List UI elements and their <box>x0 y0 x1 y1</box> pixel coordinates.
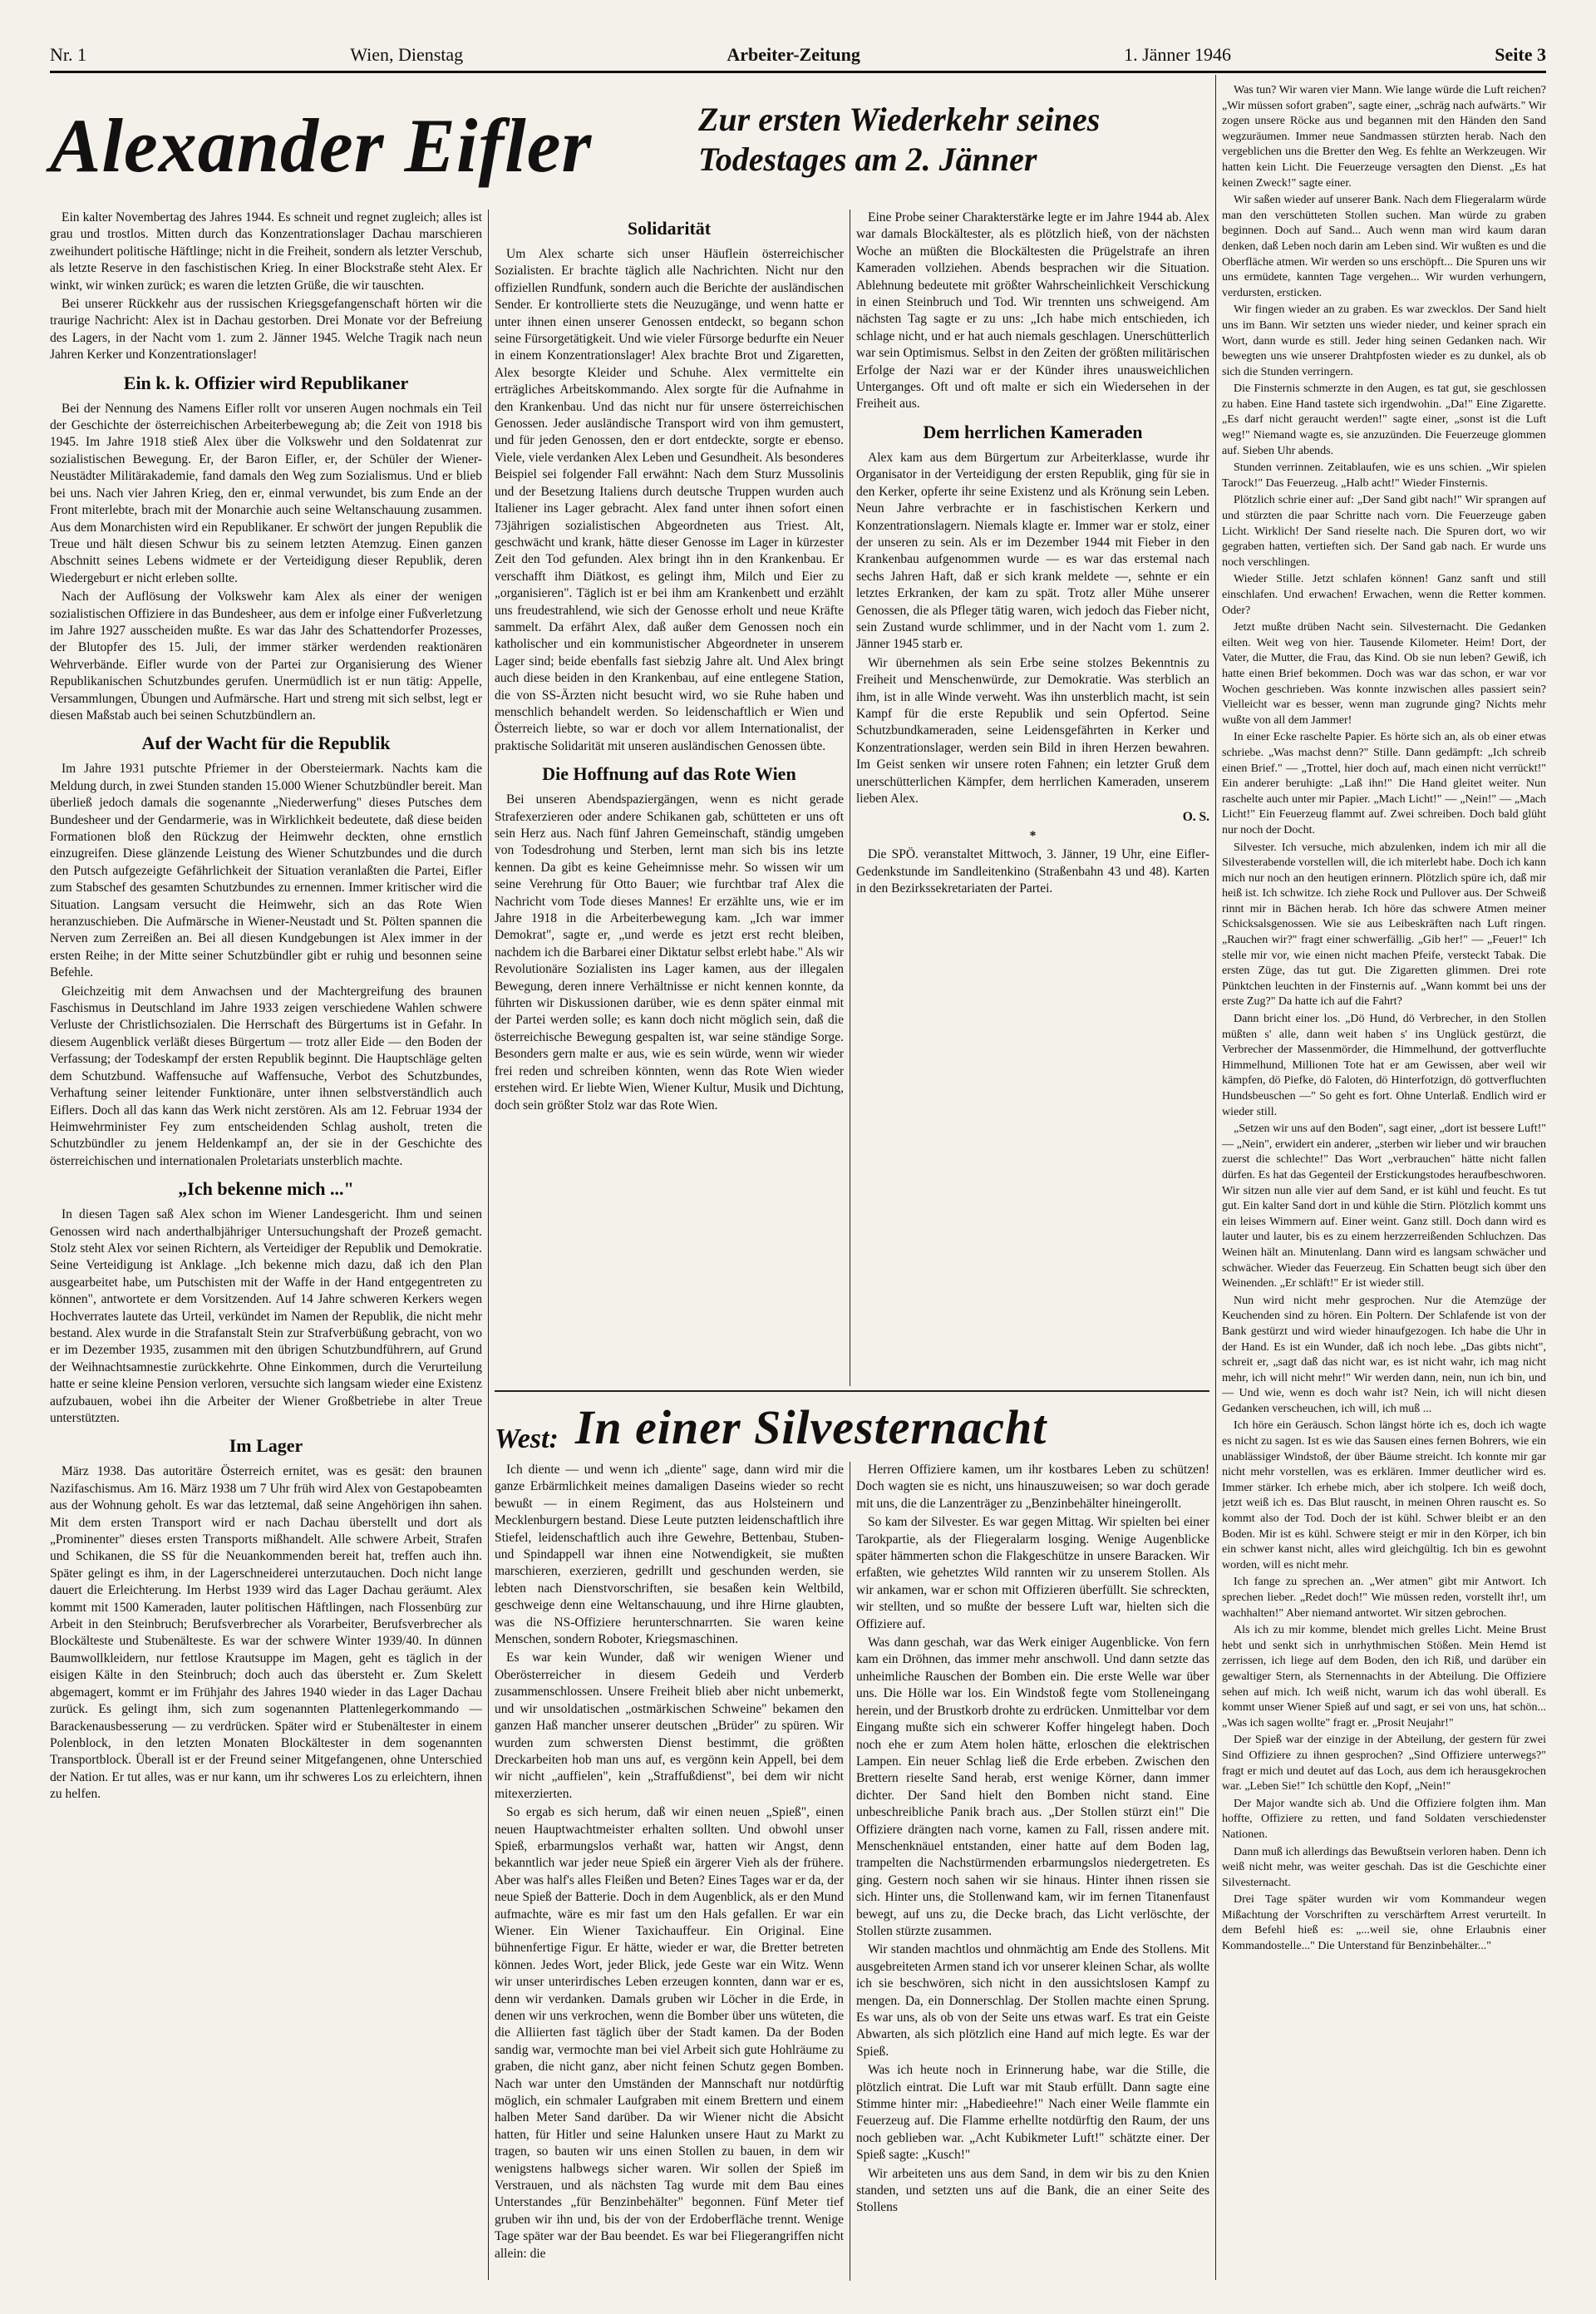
paragraph: In einer Ecke raschelte Papier. Es hörte sich an, als ob einer etwas schriebe. „Was machst denn?" Stille. Dann gedämpft: „Ich schreib einen Brief." — „Trottel, hier doch auf, mach einen nicht verrückt!" Ein anderer beruhigte: „Laß ihn!" Die Hand gleitet weiter. Nun raschelte auch unter mir Papier. „Mach Licht!" — „Nein!" — „Mach Licht!" Ein Feuerzeug flammt auf. Zwei schreiben. Doch bald glüht nur noch der Docht. <box>1222 731 1546 836</box>
paragraph: Stunden verrinnen. Zeitablaufen, wie es uns schien. „Wir spielen Tarock!" Das Feuerzeug. „Halb acht!" Wieder Finsternis. <box>1222 461 1546 490</box>
section-heading: Die Hoffnung auf das Rote Wien <box>542 763 796 785</box>
section-heading: Dem herrlichen Kameraden <box>923 421 1143 442</box>
paragraph: Wir fingen wieder an zu graben. Es war zwecklos. Der Sand hielt uns im Bann. Wir setzten uns wieder nieder, und keiner sprach ein Wort, dann wurde es still. Jeder hing seinen Gedanken nach. Wir bewegten uns wie unserer Drahtpfosten wieder es zu dunkel, als ob sich die Stunden verringern. <box>1222 303 1546 378</box>
paragraph: „Setzen wir uns auf den Boden", sagt einer, „dort ist bessere Luft!" — „Nein", erwidert ein anderer, „sterben wir lieber und wir brauchen zuerst die schlechte!" Das Wort „verbrauchen" hätte nicht fallen dürfen. Es hat das Gegenteil der Erstickungstodes heraufbeschworen. Wir sitzen nun alle vier auf dem Sand, er ist kühl und feucht. Es tut gut. Ein kalter Sand dort in und kühle die Stirn. Plötzlich kommt uns ein leises Wimmern auf. Einer weint. Ganz still. Doch dann wird es lauter und lauter, bis es zu einem herzzerreißenden Schluchzen. Das Weinen hält an. Minutenlang. Dann wird es langsam schwächer und schwächer. Wieder das Feuerzeug. Ein Schatten beugt sich über den Weinenden. „Er schläft!" Er ist wieder still. <box>1222 1122 1546 1290</box>
eifler-headline <box>50 83 1214 208</box>
paragraph: Was dann geschah, war das Werk einiger Augenblicke. Von fern kam ein Dröhnen, das immer mehr anschwoll. Und dann setzte das unheimliche Rauschen der Bomben ein. Die erste Welle war über uns. Die Hölle war los. Ein Windstoß fegte vom Stolleneingang herein, und der Brustkorb drohte zu erdrücken. Unmittelbar vor dem Eingang mußte sich ein schwerer Koffer hingelegt haben. Doch noch ehe er zum Atem holen hätte, erloschen die elektrischen Lampen. Ein neuer Schlag ließ die Erde erbeben. Zwischen den Brettern rieselte Sand herab, erst wenige Körner, dann immer dichter. Der Sand hielt den Bomben nicht stand. Eine unbeschreibliche Panik brach aus. „Der Stollen stürzt ein!" Die Offiziere drängten nach vorne, kamen zu Fall, rissen andere mit. Menschenknäuel entstanden, einer hatte auf dem Boden lag, trampelten die Nachstürmenden erbarmungslos niedergetreten. Es ging. Gestern noch sahen wir sie hinaus. Hinter ihnen rissen sie sich. Hinter uns, die Stollenwand kam, wir im fernen Titanenfaust bewegt, auf uns zu, die Decke brach, das Licht verlöschte, der Stollen stürzte zusammen. <box>856 1636 1209 1938</box>
section-heading: Ein k. k. Offizier wird Republikaner <box>123 372 409 393</box>
paragraph: Wir arbeiteten uns aus dem Sand, in dem wir bis zu den Knien standen, und setzten uns auf die Bank, die an einer Seite des Stollens <box>856 2166 1209 2215</box>
paragraph: Nach der Auflösung der Volkswehr kam Alex als einer der wenigen sozialistischen Offiziere in das Bundesheer, aus dem er infolge einer Fußverletzung im Jahre 1927 ausscheiden mußte. Es war das Jahr des Schattendorfer Prozesses, der Blutopfer des 15. Juli, der immer stärker werdenden reaktionären Wehrverbände. Eifler wurde von der Partei zur Organisierung des Wiener Republikanischen Schutzbundes gerufen. Unermüdlich ist er nun tätig: Appelle, Versammlungen, Übungen und Aufmärsche. Hart und streng mit sich selbst, legt er diesen Maßstab auch bei seinen Schutzbündlern an. <box>50 590 482 723</box>
paragraph: Um Alex scharte sich unser Häuflein österreichischer Sozialisten. Er brachte täglich alle Nachrichten. Nicht nur den offiziellen Rundfunk, sondern auch die Berichte der ausländischen Sender. Er kontrollierte stets die Neuzugänge, und wenn hatte er unter ihnen einen unserer Genossen entdeckt, so begann schon seine Fürsorgetätigkeit. Und wie vieler Fürsorge bedurfte ein Neuer in einem Konzentrationslager! Alex brachte Brot und Zigaretten, Alex besorgte Kleider und Schuhe. Alex vermittelte ein erträgliches Arbeitskommando. Alex sorgte für die Aufnahme in den Krankenbau. Und das nicht nur für unsere österreichischen Genossen. Jeder ausländische Transport wird von ihm gemustert, und für jeden Genossen, den er dort entdeckte, sorgte er ebenso. Viele, viele verdanken Alex Leben und Gesundheit. Als besonderes Beispiel sei folgender Fall erwähnt: Nach dem Sturz Mussolinis und der Besetzung Italiens durch deutsche Truppen wurden auch Italiener ins Lager gebracht. Alex fand unter ihnen sofort einen 73jährigen sozialistischen Abgeordneten aus Triest. Alt, geschwächt und krank, hätte dieser Genosse im Lager in kürzester Zeit den Tod gefunden. Alex bringt ihn in den Krankenbau. Er verschafft ihm Diätkost, es gelingt ihm, Milch und Eier zu „organisieren". Täglich ist er bei ihm am Krankenbett und erzählt uns freudestrahlend, wie sich der Genosse erholt und neue Kräfte sammelt. Da erfährt Alex, daß außer dem Genossen noch ein katholischer und ein kommunistischer Abgeordneter in unserem Lager sind; beide ebenfalls fast siebzig Jahre alt. Und Alex bringt auch diese beiden in den Krankenbau, auf eine entlegene Station, die von SS-Ärzten nicht besucht wird, wo sie Ruhe haben und menschlich behandelt werden. So leidenschaftlich er Wien und Österreich liebte, so war er doch vor allem Internationalist, der praktische Solidarität mit unseren ausländischen Genossen übte. <box>495 247 844 753</box>
section-heading: Im Lager <box>229 1435 303 1457</box>
silvester-headline <box>495 1397 1209 1455</box>
silvester-column-1 <box>495 1462 844 2281</box>
eifler-column-2 <box>495 210 844 1386</box>
paragraph: Nun wird nicht mehr gesprochen. Nur die Atemzüge der Keuchenden sind zu hören. Ein Poltern. Der Schlafende ist von der Bank gestürzt und wird wieder hinaufgezogen. Ich habe die Uhr in der Hand. Es ist ein Wunder, daß ich noch lebe. „Das gibts nicht", schreit er, „sagt daß das nicht war, es ist nicht wahr, ich mag nicht mehr, ich will nicht mehr!" Wir werden dann, nein, nun ich bin, und — Und wie, wenn es doch wahr ist? Nein, ich will nicht diesen Gedanken verscheuchen, ich will, ich muß ... <box>1222 1294 1546 1415</box>
paragraph: Es war kein Wunder, daß wir wenigen Wiener und Oberösterreicher in diesem Gedeih und Verderb zusammenschlossen. Unsere Freiheit blieb aber nicht unbemerkt, und wir unsoldatischen „ostmärkischen Schweine" bekamen den ganzen Haß mancher unserer deutschen „Brüder" zu spüren. Wir wurden zum schwersten Dienst bestimmt, die größten Dreckarbeiten hob man uns auf, es vergönn kein Appell, bei dem wir nicht „auffielen", kein „Straffußdienst", bei dem wir nicht mitexerzierten. <box>495 1650 844 1801</box>
paragraph: So ergab es sich herum, daß wir einen neuen „Spieß", einen neuen Hauptwachtmeister erhalten sollten. Und obwohl unser Spieß, erbarmungslos verhaßt war, hatten wir Angst, denn bekanntlich war jeder neue Spieß ein ärgerer Vieh als der frühere. Aber was half's alles Fleißen und Beten? Eines Tages war er da, der neue Spieß der Batterie. Doch in dem Augenblick, als er den Mund aufmachte, wäre es mir fast um den Hals gefallen. Er war ein Wiener. Ein Wiener Taxichauffeur. Ein Original. Eine bühnenfertige Figur. Er hätte, wieder er war, die Bretter betreten können. Jedes Wort, jeder Blick, jede Geste war ein Witz. Wenn wir unser unterirdisches Leben erzeugen konnten, dann war er es, denn wir verdanken. Damals gruben wir Löcher in die Erde, in denen wir uns verkrochen, wenn die Bomber über uns wüteten, die die Alliierten fast täglich über der Stadt kamen. Da der Boden sandig war, vermochte man bei viel Arbeit sich gute Hohlräume zu graben, die nicht ganz, aber nicht feinen Schutz gegen Bomben. Nach war unter den Umständen der Mannschaft nur notdürftig möglich, ein schmaler Laufgraben mit einem Brettern und einem halben Meter Sand darüber. Da wir Wiener nicht die Absicht hatten, für Hitler und seine Halunken unsere Haut zu Markt zu tragen, so bauten wir uns einen Stollen zu bauen, in dem wir wenigstens halbwegs sicher waren. Wir sollen der Spieß im Verstrauen, und als nächsten Tag wurde mit dem Bau eines Unterstandes „für Benzinbehälter" begonnen. Fünf Meter tief gruben wir ihn und, bis der von der Erdoberfläche trennt. Wenige Tage später war der Bau beendet. Es war bei Fliegerangriffen nicht allein: die <box>495 1805 844 2261</box>
paragraph: Wir übernehmen als sein Erbe seine stolzes Bekenntnis zu Freiheit und Menschenwürde, zur Demokratie. Was sterblich an ihm, ist in alle Winde verweht. Was ihn unsterblich macht, ist sein Kampf für die erste Republik und sein Opfertod. Seine Schutzbundkameraden, seine Leidensgefährten in Kerker und Konzentrationslager, werden sein Bild in ihren Herzen bewahren. Im Geist senken wir unsere roten Fahnen; ein letzter Gruß dem unerschütterlichen Kämpfer, dem herrlichen Kameraden, unserem lieben Alex. <box>856 655 1209 806</box>
paragraph: Wir saßen wieder auf unserer Bank. Nach dem Fliegeralarm würde man den verschütteten Stollen suchen. Man würde zu graben beginnen. Doch auf Sand... Auch wenn man wird kaum daran denken, daß Leben noch darin am Leben sind. Wir wußten es und die Oberfläche atmen. Wir werden so uns erschöpft... Die Spuren uns wir uns ermüdete, kannten Tage vergehen... Wir wurden verhungern, verdursten, ersticken. <box>1222 194 1546 299</box>
paragraph: Alex kam aus dem Bürgertum zur Arbeiterklasse, wurde ihr Organisator in der Verteidigung der ersten Republik, ging für sie in den Kerker, opferte ihr seine Existenz und als Krönung sein Leben. Neun Jahre verbrachte er in faschistischen Kerkern und Konzentrationslagern. Niemals klagte er. Immer war er stolz, einer der unseren zu sein. Als er im Dezember 1944 mit Fieber in den Krankenbau aufgenommen wurde — es war das erstemal nach sechs Jahren Haft, daß er sich krank meldete —, sehnte er ein letztes Erkranken, der kam zu spät. Trotz aller Mühe unserer Genossen, die als Pfleger tätig waren, wich jedoch das Fieber nicht, sein Zustand wurde schlimmer, und in der Nacht vom 1. zum 2. Jänner 1945 starb er. <box>856 450 1209 652</box>
paragraph: Gleichzeitig mit dem Anwachsen und der Machtergreifung des braunen Faschismus in Deutschland im Jahre 1933 zeigen verschiedene Wahlen schwere Verluste der Christlichsozialen. Die Herrschaft des Bürgertums ist in Gefahr. In diesem Augenblick verläßt dieses Bürgertum — trotz aller Eide — den Boden der Verfassung; der Todeskampf der ersten Republik beginnt. Die Hauptschläge gelten dem Schutzbund. Waffensuche auf Waffensuche, Verbot des Schutzbundes, Verhaftung seiner leitender Funktionäre, unter ihnen selbstverständlich auch Eiflers. Doch all das kann das Werk nicht zerstören. Als am 12. Februar 1934 der Heimwehrminister Fey zum entscheidenden Schlag ausholt, treten die Schutzbündler zu jenem Heldenkampf an, der sie in der Geschichte des österreichischen und internationalen Proletariats unsterblich machte. <box>50 984 482 1168</box>
page-number: Seite 3 <box>1495 44 1546 65</box>
section-heading: „Ich bekenne mich ..." <box>178 1178 354 1200</box>
paragraph: Plötzlich schrie einer auf: „Der Sand gibt nach!" Wir sprangen auf und stürzten die paar Schritte nach vorn. Die Feuerzeuge gaben Licht. Wirklich! Der Sand rieselte nach. Die Spuren dort, wo wir gegraben hatten, vertieften sich. Der Sand gab nach. Er wurde uns noch verschlingen. <box>1222 494 1546 569</box>
silvester-column-2 <box>856 1462 1209 2281</box>
paragraph: Herren Offiziere kamen, um ihr kostbares Leben zu schützen! Doch wagten sie es nicht, uns hinauszuweisen; so war doch gerade mit uns, die die Lanzenträger zu „Benzinbehälter hineingerollt. <box>856 1463 1209 1511</box>
subtitle-line-1: Zur ersten Wiederkehr seines <box>698 101 1101 138</box>
paragraph: Ich diente — und wenn ich „diente" sage, dann wird mir die ganze Erbärmlichkeit meines damaligen Daseins wieder so recht bewußt — in einem Regiment, das aus Holsteinern und Mecklenburgern bestand. Diese Leute putzten leidenschaftlich ihre Stiefel, leidenschaftlich auch ihre Gewehre, Bettenbau, Stuben- und Spindappell war ihnen eine Notwendigkeit, sie mußten marschieren, exerzieren, gedrillt und geschunden werden, sie lebten nach Dienstvorschriften, sie besaßen kein Weltbild, geschweige denn eine Weltanschauung, und ihre Hirne glaubten, was die NS-Offiziere herunterschnarrten. Sie waren keine Menschen, sondern Roboter, Kriegsmaschinen. <box>495 1463 844 1647</box>
separator-star: * <box>1029 828 1037 843</box>
paragraph: Bei der Nennung des Namens Eifler rollt vor unseren Augen nochmals ein Teil der Geschichte der österreichischen Arbeiterbewegung ab; die Zeit von 1918 bis 1945. Im Jahre 1918 stieß Alex über die Volkswehr und den Soldatenrat zur sozialistischen Bewegung. Er, der Baron Eifler, er, der Schüler der Wiener-Neustädter Militärakademie, fand damals den Weg zum Sozialismus. Und er blieb bei uns. Nach vier Jahren Krieg, den er, einmal verwundet, bis zum Ende an der Front miterlebte, brach mit der Monarchie auch seine Weltanschauung zusammen. Aus dem Monarchisten wird ein Republikaner. Er schwört der jungen Republik die Treue und hält diesen Schwur bis zu seinem letzten Atemzug. Einen ganzen Abschnitt seines Lebens widmete er der Verteidigung dieser Republik, deren Wiedergeburt er nicht erleben sollte. <box>50 401 482 585</box>
newspaper-name: Arbeiter-Zeitung <box>727 44 860 65</box>
paragraph: Wir standen machtlos und ohnmächtig am Ende des Stollens. Mit ausgebreiteten Armen stand ich vor unserer kleinen Schar, als wollte ich sie beschwören, sich nicht in den aussichtslosen Kampf zu mengen. Da, ein Donnerschlag. Der Stollen machte einen Sprung. Es war uns, als ob von der Seite uns etwas warf. Es trat ein Geiste Abwarten, als sich plötzlich eine Hand auf mich legte. Es war der Spieß. <box>856 1942 1209 2059</box>
paragraph: Bei unseren Abendspaziergängen, wenn es nicht gerade Strafexerzieren oder andere Schikanen gab, schütteten er uns oft sein Herz aus. Nach fünf Jahren Gemeinschaft, ständig umgeben von Todesdrohung und Sterben, lernt man sich bis ins letzte kennen. Da gibt es keine Geheimnisse mehr. So wissen wir um seine Verehrung für Otto Bauer; wie furchtbar traf Alex die Nachricht vom Tode dieses Mannes! Er erzählte uns, wie er im Jahre 1918 in die Arbeiterbewegung kam. „Ich war immer Demokrat", sagte er, „und werde es jetzt erst recht bleiben, nachdem ich die Barbarei einer Diktatur selbst erlebt habe." Als wir Revolutionäre Sozialisten ins Lager kamen, aus der illegalen Bewegung, deren innere Verhältnisse er nicht kennen konnte, da führten wir Diskussionen darüber, wie es denn später einmal mit der Partei werden solle; es kann doch nicht möglich sein, daß die österreichische Bewegung gespalten ist, war seine ständige Sorge. Besonders gern malte er aus, wie es sein würde, wenn wir wieder frei reden und schreiben könnten, wenn das Rote Wien wieder erstehen wird. Er liebte Wien, Wiener Kultur, Musik und Dichtung, doch sein größter Stolz war das Rote Wien. <box>495 792 844 1113</box>
paragraph: Ein kalter Novembertag des Jahres 1944. Es schneit und regnet zugleich; alles ist grau und trostlos. Mitten durch das Konzentrationslager Dachau marschieren zweihundert politische Häftlinge; nicht in die Freiheit, sondern als letzter Verschub, als letzte Reserve in den faschistischen Krieg. In einer Blockstraße steht Alex. Er winkt, wir winken zurück; es waren die letzten Grüße, die wir tauschten. <box>50 210 482 293</box>
issue-number: Nr. 1 <box>50 44 86 65</box>
headline-title: Alexander Eifler <box>50 103 593 188</box>
paragraph: Der Spieß war der einzige in der Abteilung, der gestern für zwei Sind Offiziere zu ihnen gesprochen? „Sind Offiziere unterwegs?" fragt er mich und deutet auf das Loch, aus dem ich herausgekrochen war. „Leben Sie!" Ich schüttle den Kopf, „Nein!" <box>1222 1734 1546 1793</box>
paragraph: Ich fange zu sprechen an. „Wer atmen" gibt mir Antwort. Ich sprechen lieber. „Redet doch!" Wie müssen reden, vorstellt ihr!, um wachhalten!" Aber niemand antwortet. Wir sitzen gebrochen. <box>1222 1576 1546 1620</box>
paragraph: Was ich heute noch in Erinnerung habe, war die Stille, die plötzlich eintrat. Die Luft war mit Staub erfüllt. Dann sagte eine Stimme hinter mir: „Habedieehre!" Nach einer Weile flammte ein Feuerzeug auf. Die Flamme erhellte notdürftig den Raum, der uns noch geblieben war. „Acht Kubikmeter Luft!" schätzte einer. Der Spieß sagte: „Kusch!" <box>856 2063 1209 2163</box>
column-rule <box>488 210 489 2280</box>
paragraph: Im Jahre 1931 putschte Pfriemer in der Obersteiermark. Nachts kam die Meldung durch, in zwei Stunden standen 15.000 Wiener Schutzbündler bereit. Man überließ jedoch damals die sogenannte „Niederwerfung" dieses Putsches dem Bundesheer und der Gendarmerie, was in Wirklichkeit bedeutete, daß diese beiden Formationen bloß den Rückzug der Heimwehr deckten, ohne ernstlich einzugreifen. Diese glänzende Leistung des Wiener Schutzbundes und die durch den Putsch aufgezeigte Gefährlichkeit der Situation veranlaßten die Partei, Eifler zum Stabschef des gesamten Schutzbundes zu ernennen. Immer kritischer wird die Situation. Langsam versucht die Heimwehr, sich an das Rote Wien heranzuschieben. Die Aufmärsche in Wiener-Neustadt und St. Pölten spannen die Nerven zum Zerreißen an. Bei all diesen Kundgebungen ist Alex immer in der ersten Reihe; in der Mitte seiner Schutzbündler gibt er ruhig und besonnen seine Befehle. <box>50 762 482 980</box>
paragraph: So kam der Silvester. Es war gegen Mittag. Wir spielten bei einer Tarokpartie, als der Fliegeralarm losging. Wenige Augenblicke später hämmerten schon die Flakgeschütze in unsere Baracken. Wir erfaßten, wie gehetztes Wild rannten wir zu unserem Stollen. Als wir ankamen, war er schon mit Offizieren überfüllt. Sie schreckten, wir stellten, und so mußte der bessere Luft war, hielten sich die Offiziere auf. <box>856 1515 1209 1631</box>
paragraph: Drei Tage später wurden wir vom Kommandeur wegen Mißachtung der Vorschriften zu verschärftem Arrest verurteilt. In dem Befehl hieß es: „...weil sie, ohne Erlaubnis einer Kommandostelle..." Die Unterstand für Benzinbehälter..." <box>1222 1893 1546 1953</box>
paragraph: Eine Probe seiner Charakterstärke legte er im Jahre 1944 ab. Alex war damals Blockältester, als es plötzlich hieß, von der nächsten Woche an müßten die Blockältesten die Prügelstrafe an ihren Kameraden vollziehen. Abends besprachen wir die Situation. Ablehnung bedeutete mit größter Wahrscheinlichkeit Verschickung in einen Steinbruch und Tod. Wir trennten uns schweigend. Am nächsten Tag sagte er zu uns: „Ich habe mich entschieden, ich schlage nicht, und er hat auch niemals geschlagen. Unerschütterlich war sein Optimismus. Selbst in den Zeiten der größten militärischen Erfolge der Nazi war er der Künder ihres unausweichlichen Unterganges. Oft und oft malte er sich ein Wiedersehen in der Freiheit aus. <box>856 210 1209 412</box>
column-rule <box>1215 75 1216 2280</box>
author-signature: O. S. <box>1182 810 1209 825</box>
headline-title: In einer Silvesternacht <box>574 1400 1047 1454</box>
silvester-column-3 <box>1222 83 1546 2280</box>
paragraph: Wieder Stille. Jetzt schlafen können! Ganz sanft und still einschlafen. Und erwachen! Erwachen, wenn die Retter kommen. Oder? <box>1222 573 1546 617</box>
paragraph: Der Major wandte sich ab. Und die Offiziere folgten ihm. Man hoffte, Offiziere zu retten, und fand Soldaten verschiedenster Nationen. <box>1222 1797 1546 1841</box>
section-heading: Auf der Wacht für die Republik <box>141 733 391 754</box>
paragraph: Jetzt mußte drüben Nacht sein. Silvesternacht. Die Gedanken eilten. Weit weg von hier. Tausende Kilometer. Heim! Dort, der Vater, die Mutter, die Frau, das Kind. Ob sie nun leben? Gewiß, ich hatte einen Brief bekommen. Doch was war das schon, er war vor Wochen geschrieben. Was konnte inzwischen alles passiert sein? Vielleicht war es besser, wenn man zugrunde ging? Nichts mehr wußte von all dem Jammer! <box>1222 621 1546 727</box>
newspaper-page <box>50 25 1546 2287</box>
paragraph: Dann muß ich allerdings das Bewußtsein verloren haben. Denn ich weiß nicht mehr, was weiter geschah. Das ist die Geschichte einer Silvesternacht. <box>1222 1845 1546 1889</box>
paragraph: Was tun? Wir waren vier Mann. Wie lange würde die Luft reichen? „Wir müssen sofort graben", sagte einer, „schräg nach aufwärts." Wir zogen unsere Röcke aus und begannen mit den Händen den Sand wegzuräumen. Immer neue Sandmassen stürzten herab. Nach den vergeblichen uns die Bretter den Weg. Es fehlte an Werkzeugen. Wir hatten kein Licht. Die Feuerzeuge versagten den Dienst. „Es hat keinen Zweck!" sagte einer. <box>1222 84 1546 190</box>
place-and-day: Wien, Dienstag <box>350 44 464 65</box>
section-heading: Solidarität <box>627 218 712 239</box>
paragraph: Ich höre ein Geräusch. Schon längst hörte ich es, doch ich wagte es nicht zu sagen. Ist es wie das Sausen eines fernen Bohrers, wie ein unablässiger Windstoß, der über Bäume streicht. Ich konnte mir gar nicht mehr vorstellen, was es erklären. Immer deutlicher wird es. Immer stärker. Ich erhebe mich, aber ich stolpere. Ich weiß doch, jetzt weiß ich es. Das Blut rauscht, in meinen Ohren rauscht es. So kommt also der Tod. Doch der ist kühl. Schwer bleibt er an den Boden. Mir ist es kühl. Schwere steigt er mir in den Körper, ich bin ein schwer kanst nicht, alles wird gleichgültig. Ich bin es gewohnt worden, will es nicht mehr. <box>1222 1419 1546 1571</box>
headline-tag: West: <box>495 1423 559 1454</box>
paragraph: März 1938. Das autoritäre Österreich ernitet, was es gesät: den braunen Nazifaschismus. Am 16. März 1938 um 7 Uhr früh wird Alex von Gestapobeamten aus der Wohnung geholt. Es war das letztemal, daß seine Angehörigen ihn sahen. Mit dem ersten Transport wird er nach Dachau überstellt und dort als „Prominenter" dieses ersten Transports mißhandelt. Alle schwere Arbeit, Strafen und Schikanen, die SS für die Neuankommenden bereit hat, treffen auch ihn. Später gelingt es ihm, in der Lagerschneiderei unterzutauchen. Doch nicht lange dauert die Erleichterung. Im Herbst 1939 wird das Lager Dachau geräumt. Alex kommt mit 1500 Kameraden, lauter politischen Häftlingen, nach Flossenbürg zur Arbeit in den Steinbruch; Berufsverbrecher als Vorarbeiter, Berufsverbrecher als Blockälteste und Stubenälteste. Es war der schwere Winter 1939/40. In dünnen Baumwollkleidern, nur fettlose Krautsuppe im Magen, geht es täglich in der eisigen Kälte in den Steinbruch; doch auch das übersteht er. Zum Skelett abgemagert, kommt er im Frühjahr des Jahres 1940 wieder in das Lager Dachau zurück. Es gelingt ihm, sich zum sogenannten Plattenlegerkommando — Barackenausbesserung — zu verdrücken. Später wird er Stubenältester in einem Polenblock, in den letzten Monaten Blockältester in dem sogenannten Transportblock. Überall ist er der Freund seiner Mitgefangenen, ohne Unterschied der Nation. Er tut alles, was er nur kann, um ihr schweres Los zu erleichtern, ihnen zu helfen. <box>50 1464 482 1802</box>
memorial-announcement: Die SPÖ. veranstaltet Mittwoch, 3. Jänner, 19 Uhr, eine Eifler-Gedenkstunde im Sandleitenkino (Straßenbahn 43 und 48). Karten in den Bezirkssekretariaten der Partei. <box>856 847 1209 896</box>
paragraph: Bei unserer Rückkehr aus der russischen Kriegsgefangenschaft hörten wir die traurige Nachricht: Alex ist in Dachau gestorben. Drei Monate vor der Befreiung des Lagers, in der Nacht vom 1. zum 2. Jänner 1945. Welche Tragik nach neun Jahren Kerker und Konzentrationslager! <box>50 297 482 363</box>
eifler-column-1 <box>50 210 482 2280</box>
headline-subtitle <box>698 100 1100 180</box>
eifler-column-3 <box>856 210 1209 1386</box>
masthead <box>50 25 1546 73</box>
issue-date: 1. Jänner 1946 <box>1124 44 1232 65</box>
paragraph: In diesen Tagen saß Alex schon im Wiener Landesgericht. Ihm und seinen Genossen wird nach anderthalbjähriger Untersuchungshaft der Prozeß gemacht. Stolz steht Alex vor seinen Richtern, als Verteidiger der Republik und Demokratie. Seine Verteidigung ist Anklage. „Ich bekenne mich dazu, daß ich den Plan ausgearbeitet habe, um Putschisten mit der Waffe in der Hand entgegentreten zu können", antwortete er dem Vorsitzenden. Auf 14 Jahre schweren Kerkers wegen Hochverrates lautete das Urteil, verkündet im Namen der Republik, die nicht mehr bestand. Alex wurde in die Strafanstalt Stein zur Strafverbüßung gebracht, von wo er im Dezember 1935, zusammen mit den übrigen Schutzbundführern, auf Grund der Weihnachtsamnestie zurückkehrte. Ohne Einkommen, durch die Verurteilung hatte er seine kleine Pension verloren, versuchte sich langsam wieder eine Existenz aufzubauen, wobei ihn die Arbeiter der Wiener Großbetriebe in alter Treue unterstützten. <box>50 1207 482 1425</box>
paragraph: Dann bricht einer los. „Dö Hund, dö Verbrecher, in den Stollen müßten s' alle, dann weit haben s' ins Unglück gestürzt, die Verbrecher der Massenmörder, die Himmelhund, der gottverfluchte Himmelhund, Millionen Tote hat er am Gewissen, aber weil wir kämpfen, dö Piefke, dö Faloten, dö Hinterfotzign, dö gottverfluchten Hundsbeuschen —" So geht es fort. Ohne Unterlaß. Endlich wird er wieder still. <box>1222 1013 1546 1118</box>
section-divider <box>495 1390 1209 1392</box>
subtitle-line-2: Todestages am 2. Jänner <box>698 141 1037 178</box>
paragraph: Die Finsternis schmerzte in den Augen, es tat gut, sie geschlossen zu haben. Eine Hand tastete sich irgendwohin. „Da!" Eine Zigarette. „Es darf nicht geraucht werden!" sagte einer, „sonst ist die Luft weg!" Niemand wagte es, sie anzuzünden. Die Feuerzeuge glommen auf. Sieben Uhr abends. <box>1222 382 1546 457</box>
paragraph: Silvester. Ich versuche, mich abzulenken, indem ich mir all die Silvesterabende vorstellen will, die ich miterlebt habe. Doch ich kann mich nur noch an den heutigen erinnern. Plötzlich spüre ich, daß mir heiß ist. Ich schwitze. Ich ziehe Rock und Pullover aus. Der Schweiß rinnt mir in Bächen herab. Ich höre das schwere Atmen meiner Schicksalsgenossen. Wie sie aus Leibeskräften nach Luft ringen. „Rauchen wir?" fragt einer schwerfällig. „Gib her!" — „Feuer!" Ich stelle mir vor, wie einen nicht machen Pfeife, versteckt Tabak. Die ersten Züge, das tut gut. Die Zigaretten glimmen. Drei rote Pünktchen leuchten in der Finsternis auf. „Wann kommt bei uns der erste Zug?" Da hatte ich auf die Fahrt? <box>1222 841 1546 1009</box>
paragraph: Als ich zu mir komme, blendet mich grelles Licht. Meine Brust hebt und senkt sich in unrhythmischen Stößen. Mein Hemd ist zerrissen, ich liege auf dem Boden, den ich Riß, und darüber ein gewaltiger Stern, als Sternennachts in der Abteilung. Die Offiziere sehen auf mich. Ich weiß nicht, warum ich das wohl überall. Es kommt unser Wiener Spieß auf und sagt, er sei von uns, hat schön... „Was ich sagen wollte" fragt er. „Prosit Neujahr!" <box>1222 1624 1546 1729</box>
